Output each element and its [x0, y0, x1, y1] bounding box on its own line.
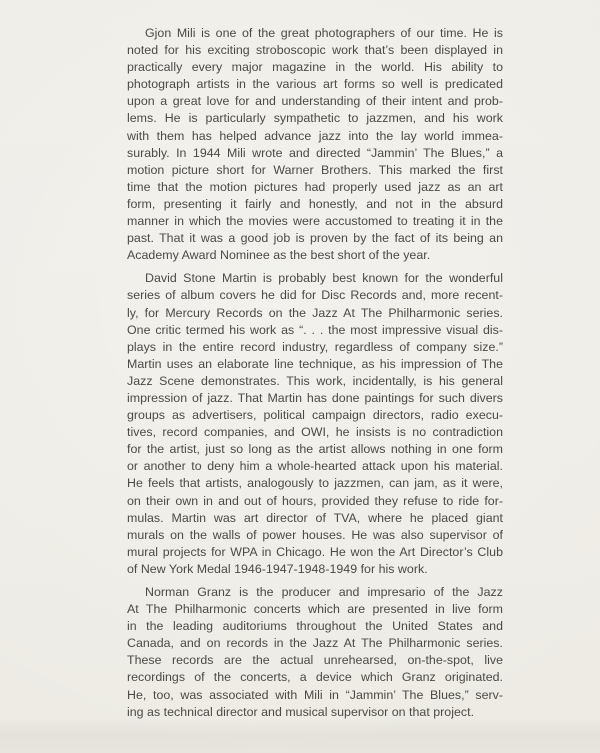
text-line: past. That it was a good job is proven by the fact of its being an — [127, 231, 503, 246]
text-line: mural projects for WPA in Chicago. He won the Art Director’s Club — [127, 544, 503, 559]
text-line: Norman Granz is the producer and impresario of the Jazz — [145, 585, 503, 599]
text-line: David Stone Martin is probably best known for the wonderful — [145, 271, 503, 286]
text-line: He, too, was associated with Mili in “Jammin’ The Blues,” serv- — [127, 687, 503, 702]
text-line: ly, for Mercury Records on the Jazz At The Philharmonic series. — [127, 305, 503, 320]
text-line: in the leading auditoriums throughout the United States and — [127, 619, 503, 634]
text-line: groups as advertisers, political campaign directors, radio execu- — [127, 408, 503, 423]
text-line: of New York Medal 1946-1947-1948-1949 for his work. — [127, 561, 428, 576]
text-line: ing as technical director and musical supervisor on that project. — [127, 704, 475, 719]
text-line: impression of jazz. That Martin has done paintings for such divers — [127, 390, 503, 405]
paragraph-norman-granz — [127, 584, 503, 721]
text-line: noted for his exciting stroboscopic work that’s been displayed in — [127, 43, 503, 58]
text-line: for the artist, just so long as the artist allows nothing in one form — [127, 442, 503, 457]
text-line: manner in which the movies were accustomed to treating it in the — [127, 214, 503, 229]
text-line: surably. In 1944 Mili wrote and directed “Jammin’ The Blues,” a — [127, 145, 503, 160]
text-line: Martin uses an elaborate line technique, as his impression of The — [127, 356, 503, 371]
text-line: murals on the walls of power houses. He was also supervisor of — [127, 527, 503, 542]
paragraph-david-stone-martin — [127, 270, 503, 578]
text-line: photograph artists in the various art forms so well is predicated — [127, 77, 503, 92]
text-line: One critic termed his work as “. . . the most impressive visual dis- — [127, 322, 503, 337]
text-line: He feels that artists, analogously to jazzmen, can jam, as it were, — [127, 476, 503, 491]
text-line: form, presenting it fairly and honestly, and not in the absurd — [127, 196, 503, 211]
text-line: mulas. Martin was art director of TVA, where he placed giant — [127, 510, 503, 525]
text-line: time that the motion pictures had properly used jazz as an art — [127, 179, 503, 194]
text-line: or another to deny him a whole-hearted attack upon his material. — [127, 459, 503, 474]
text-line: motion picture short for Warner Brothers. This marked the first — [127, 162, 503, 177]
text-line: Jazz Scene demonstrates. This work, incidentally, is his general — [127, 373, 503, 388]
text-line: plays in the entire record industry, regardless of company size.” — [127, 339, 503, 354]
text-line: on their own in and out of hours, provided they refuse to ride for- — [127, 493, 503, 508]
text-line: Academy Award Nominee as the best short of the year. — [127, 248, 431, 263]
text-line: practically every major magazine in the world. His ability to — [127, 60, 503, 75]
text-line: Canada, and on records in the Jazz At The Philharmonic series. — [127, 636, 503, 651]
text-line: recordings of the concerts, a device which Granz originated. — [127, 670, 503, 685]
paragraph-gjon-mili — [127, 25, 503, 264]
text-line: upon a great love for and understanding of their intent and prob- — [127, 94, 503, 109]
liner-notes-text — [127, 25, 503, 721]
text-line: lems. He is particularly sympathetic to jazzmen, and his work — [127, 111, 503, 126]
text-line: At The Philharmonic concerts which are presented in live form — [127, 602, 503, 617]
text-line: with them has helped advance jazz into the lay world immea- — [127, 128, 503, 143]
text-line: tives, record companies, and OWI, he insists is no contradiction — [127, 425, 503, 440]
text-line: These records are the actual unrehearsed, on-the-spot, live — [127, 653, 503, 668]
text-line: Gjon Mili is one of the great photographers of our time. He is — [145, 26, 503, 40]
text-line: series of album covers he did for Disc Records and, more recent- — [127, 288, 503, 303]
